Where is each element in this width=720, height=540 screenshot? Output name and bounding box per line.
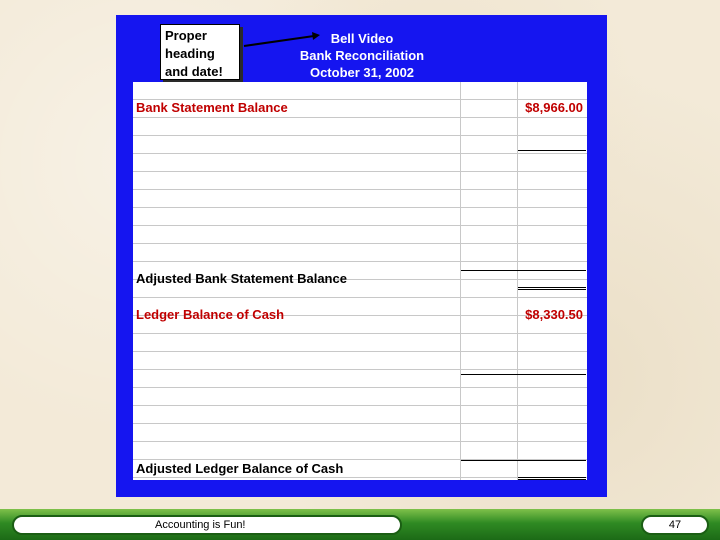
report-heading bbox=[282, 30, 442, 81]
ledger-balance-amount: $8,330.50 bbox=[525, 307, 583, 322]
callout-line-2: heading bbox=[165, 46, 215, 61]
footer-caption: Accounting is Fun! bbox=[155, 519, 246, 531]
report-title: Bank Reconciliation bbox=[299, 48, 425, 63]
callout-line-3: and date! bbox=[165, 64, 223, 79]
adjusted-ledger-label: Adjusted Ledger Balance of Cash bbox=[136, 461, 344, 476]
adjusted-bank-label: Adjusted Bank Statement Balance bbox=[136, 271, 347, 286]
double-underline-4 bbox=[518, 479, 586, 480]
double-underline-2 bbox=[518, 289, 586, 290]
page-number: 47 bbox=[641, 515, 709, 535]
bank-balance-amount: $8,966.00 bbox=[525, 100, 583, 115]
subtotal-rule bbox=[518, 150, 586, 151]
double-underline-1 bbox=[518, 287, 586, 288]
callout-line-1: Proper bbox=[165, 28, 207, 43]
double-underline-3 bbox=[518, 477, 586, 478]
ledger-balance-label: Ledger Balance of Cash bbox=[136, 307, 285, 322]
bank-balance-label: Bank Statement Balance bbox=[136, 100, 288, 115]
total-rule-top bbox=[461, 270, 586, 271]
total-rule-bottom bbox=[461, 460, 586, 461]
subtotal-rule-2 bbox=[461, 374, 586, 375]
reconciliation-sheet bbox=[133, 82, 587, 480]
company-name: Bell Video bbox=[330, 31, 394, 46]
report-date: October 31, 2002 bbox=[309, 65, 415, 80]
